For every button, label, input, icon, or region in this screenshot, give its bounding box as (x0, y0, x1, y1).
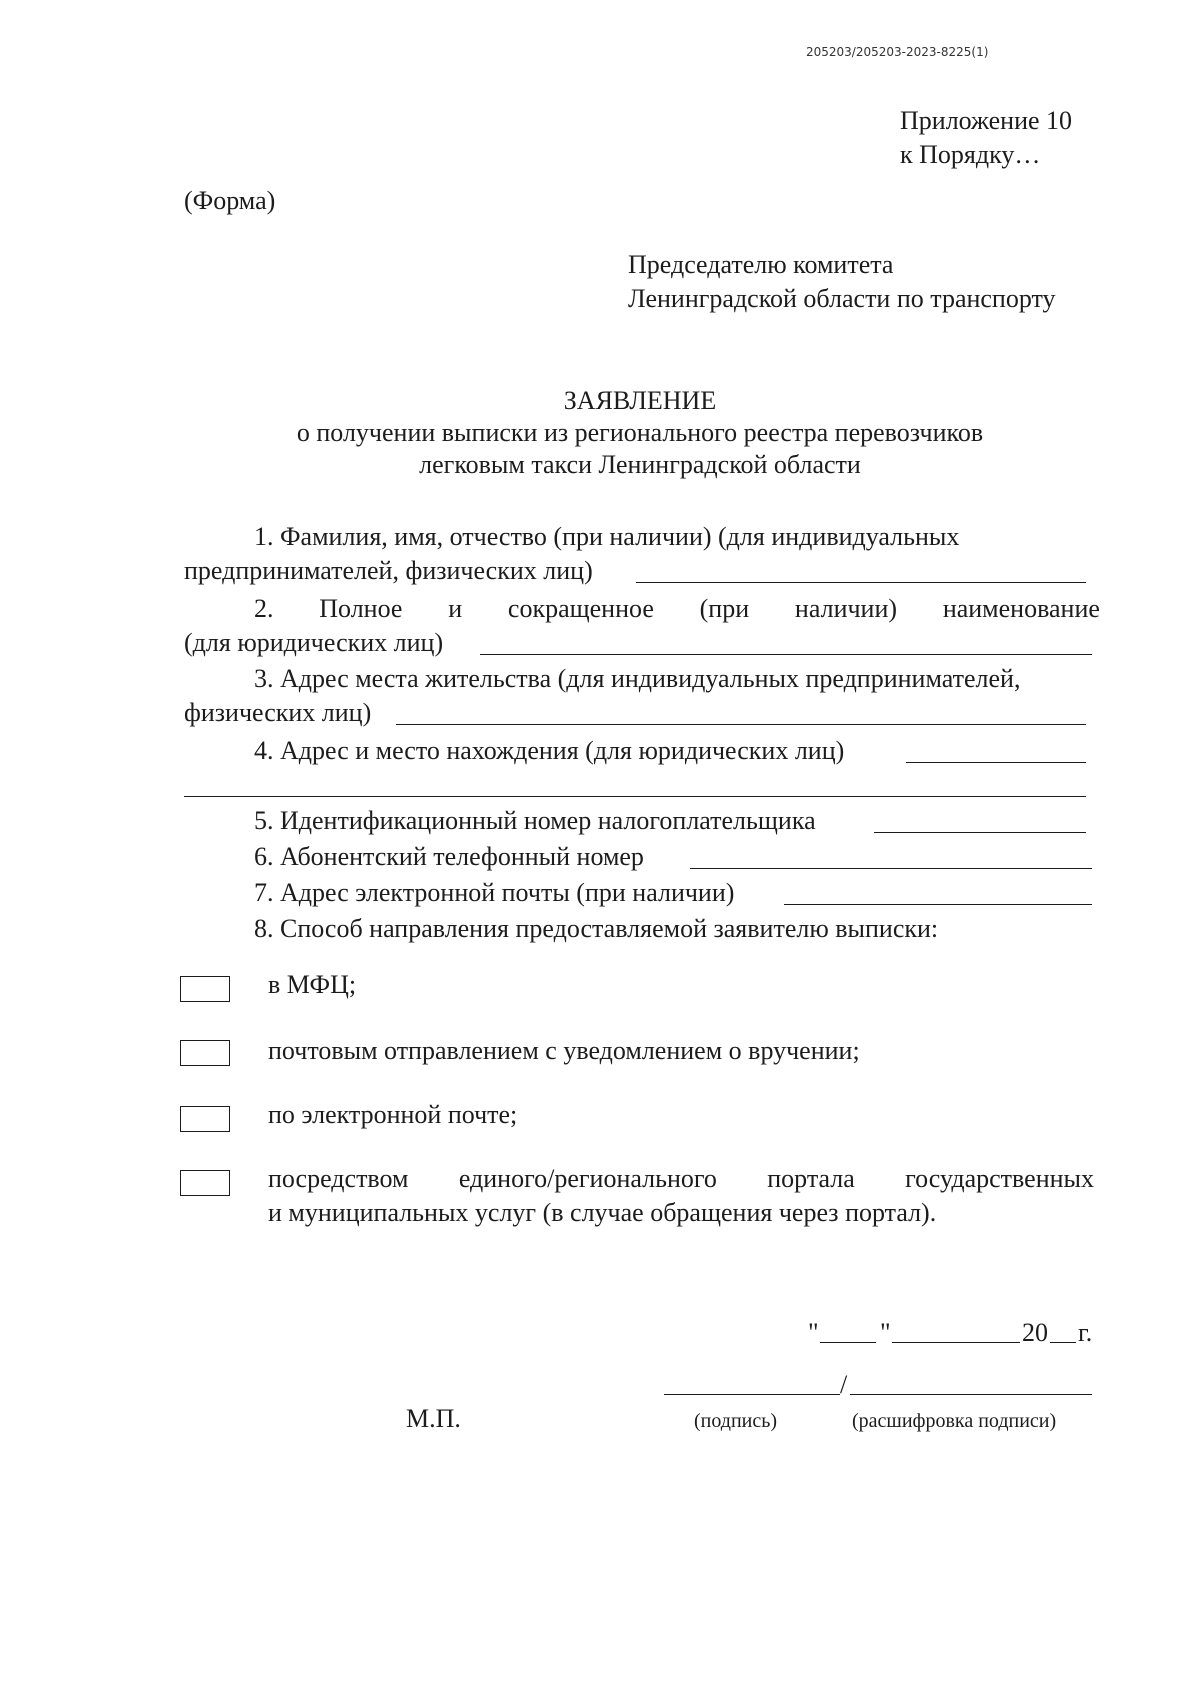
date-month-line[interactable] (892, 1342, 1020, 1343)
form-label: (Форма) (184, 186, 276, 215)
field-4-input-line-2[interactable] (184, 796, 1086, 797)
option-portal-word: портала (767, 1164, 855, 1193)
field-2-label-cont: (для юридических лиц) (184, 628, 444, 657)
field-6-label: 6. Абонентский телефонный номер (254, 842, 644, 871)
field-3-label-cont: физических лиц) (184, 698, 372, 727)
signature-label: (подпись) (694, 1410, 778, 1432)
option-post-checkbox[interactable] (180, 1040, 230, 1066)
stamp-label: М.П. (406, 1404, 461, 1433)
field-2-word: наименование (942, 594, 1100, 623)
field-2-word: и (448, 594, 463, 623)
field-3-input-line[interactable] (396, 724, 1086, 725)
field-7-label: 7. Адрес электронной почты (при наличии) (254, 878, 735, 907)
signature-decode-line[interactable] (850, 1394, 1092, 1395)
field-2-word: сокращенное (507, 594, 654, 623)
option-post-label: почтовым отправлением с уведомлением о вручении; (268, 1036, 860, 1065)
option-portal-label-row (268, 1162, 1094, 1196)
field-2-word: (при (699, 594, 750, 623)
option-portal-word: единого/регионального (458, 1164, 717, 1193)
field-1-label: 1. Фамилия, имя, отчество (при наличии) (для индивидуальных (254, 522, 960, 551)
field-2-word: наличии) (794, 594, 898, 623)
field-8-label: 8. Способ направления предоставляемой заявителю выписки: (254, 914, 939, 943)
option-portal-word: посредством (268, 1164, 409, 1193)
date-quote-open: " (808, 1318, 819, 1347)
document-title: ЗАЯВЛЕНИЕ (563, 386, 717, 415)
option-portal-checkbox[interactable] (180, 1170, 230, 1196)
option-email-label: по электронной почте; (268, 1100, 518, 1129)
field-4-input-line[interactable] (906, 762, 1086, 763)
addressee-line1: Председателю комитета (628, 250, 894, 279)
field-7-input-line[interactable] (784, 904, 1092, 905)
field-6-input-line[interactable] (690, 868, 1092, 869)
date-year-prefix: 20 (1022, 1318, 1048, 1347)
date-quote-close: " (880, 1318, 891, 1347)
appendix-line2: к Порядку… (900, 140, 1041, 169)
addressee-line2: Ленинградской области по транспорту (628, 284, 1056, 313)
field-1-label-cont: предпринимателей, физических лиц) (184, 556, 593, 585)
document-id: 205203/205203-2023-8225(1) (806, 45, 989, 59)
date-year-line[interactable] (1050, 1342, 1076, 1343)
signature-line[interactable] (664, 1394, 840, 1395)
field-1-input-line[interactable] (636, 582, 1086, 583)
document-subtitle-line1: о получении выписки из регионального реестра перевозчиков (296, 418, 984, 447)
date-year-suffix: г. (1078, 1318, 1093, 1347)
field-5-input-line[interactable] (874, 832, 1086, 833)
signature-slash: / (840, 1370, 848, 1399)
field-4-label: 4. Адрес и место нахождения (для юридических лиц) (254, 736, 845, 765)
appendix-line1: Приложение 10 (900, 106, 1073, 135)
option-mfc-label: в МФЦ; (268, 970, 357, 999)
date-day-line[interactable] (820, 1342, 876, 1343)
field-2-word: Полное (319, 594, 403, 623)
field-2-label-row (184, 592, 1100, 626)
option-portal-label-cont: и муниципальных услуг (в случае обращения через портал). (268, 1198, 937, 1227)
field-3-label: 3. Адрес места жительства (для индивидуальных предпринимателей, (254, 664, 1021, 693)
option-portal-word: государственных (905, 1164, 1094, 1193)
option-mfc-checkbox[interactable] (180, 976, 230, 1002)
field-5-label: 5. Идентификационный номер налогоплательщика (254, 806, 816, 835)
signature-decode-label: (расшифровка подписи) (852, 1410, 1057, 1432)
field-2-input-line[interactable] (480, 654, 1092, 655)
document-subtitle-line2: легковым такси Ленинградской области (419, 450, 861, 479)
field-2-word: 2. (254, 594, 274, 623)
option-email-checkbox[interactable] (180, 1106, 230, 1132)
